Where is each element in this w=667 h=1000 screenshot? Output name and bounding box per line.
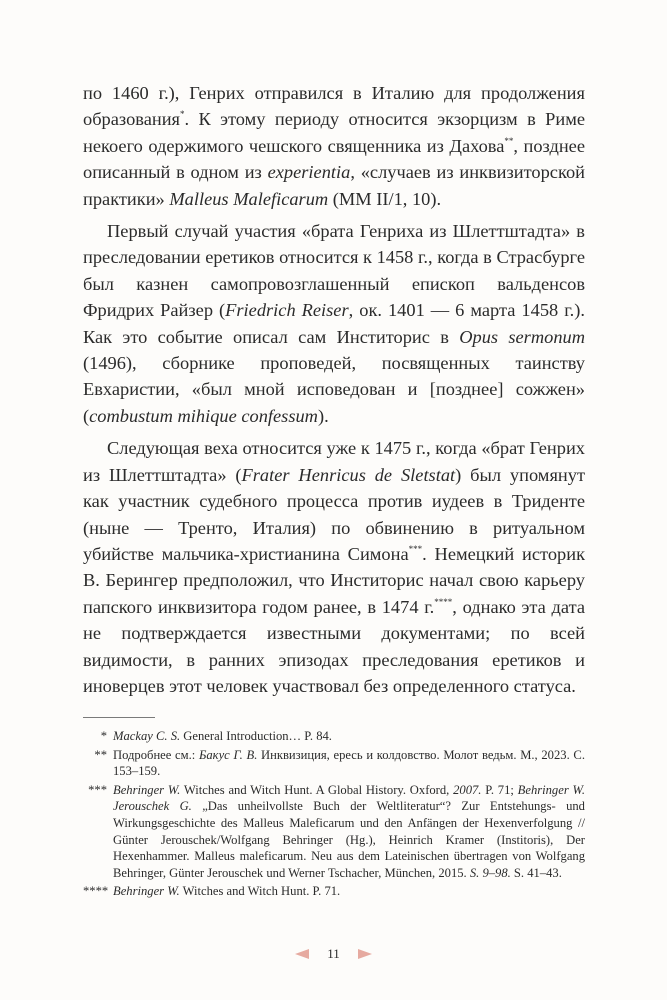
paragraph-2: Первый случай участия «брата Генриха из Шлеттштадта» в преследовании еретиков относится к 1458 г., когда в Страсбурге был казнен самопровозглашенный епископ вальденсов Фридрих Райзер (Friedrich Reiser, ок. 1401 — 6 марта 1458 г.). Как это событие описал сам Инститорис в Opus sermonum (1496), сборнике проповедей, посвященных таинству Евхаристии, «был мной исповедован и [позднее] сожжен» (combustum mihique confessum). [83,221,586,426]
footnote-marker: * [100,729,107,743]
footnote-divider [83,717,155,718]
footnote-marker: ** [94,747,107,762]
footnote-ref-2[interactable]: ** [504,135,514,146]
page-number: 11 [327,946,340,961]
footnote-4: **** Behringer W. Witches and Witch Hunt. P. 71. [83,884,341,899]
footnote-1: * Mackay C. S. General Introduction… P. 84. [83,728,585,745]
footnote-marker: **** [83,884,109,899]
paragraph-3: Следующая веха относится уже к 1475 г., когда «брат Генрих из Шлеттштадта» (Frater Henricus de Sletstat) был упомянут как участник судебного процесса против иудеев в Триденте (ныне — Тренто, Италия) по обвинению в ритуальном убийстве мальчика-христианина Симона***. Немецкий историк В. Берингер предположил, что Инститорис начал свою карьеру папского инквизитора годом ранее, в 1474 г.****, однако эта дата не подтверждается известными документами; по всей видимости, в ранних эпизодах преследования еретиков и иноверцев этот человек участвовал без определенного статуса. [83,438,586,696]
next-page-arrow-icon[interactable] [358,949,372,959]
footnote-ref-1[interactable]: * [180,109,185,120]
previous-page-arrow-icon[interactable] [295,949,309,959]
footnotes [83,728,585,902]
footnote-2: ** Подробнее см.: Бакус Г. В. Инквизиция, ересь и колдовство. Молот ведьм. М., 2023. С. 153–159. [83,747,585,780]
main-text [83,80,585,699]
footnote-marker: *** [88,782,107,797]
page-footer [0,946,667,962]
paragraph-1: по 1460 г.), Генрих отправился в Италию для продолжения образования*. К этому периоду относится экзорцизм в Риме некоего одержимого чешского священника из Дахова**, позднее описанный в одном из experientia, «случаев из инквизиторской практики» Malleus Maleficarum (ММ II/1, 10). [83,83,586,209]
footnote-ref-3[interactable]: *** [408,543,423,554]
footnote-ref-4[interactable]: **** [434,596,453,607]
footnote-3: *** Behringer W. Witches and Witch Hunt. A Global History. Oxford, 2007. P. 71; Behringer W. Jerouschek G. „Das unheilvollste Buch der Weltliteratur“? Zur Entstehungs- und Wirkungsgeschichte des Malleus Maleficarum und den Anfängen der Hexenverfolgung // Günter Jerouschek/Wolfgang Behringer (Hg.), Heinrich Kramer (Institoris), Der Hexenhammer. Malleus maleficarum. Neu aus dem Lateinischen übertragen von Wolfgang Behringer, Günter Jerouschek und Werner Tschacher, München, 2015. S. 9–98. S. 41–43. [83,782,585,882]
